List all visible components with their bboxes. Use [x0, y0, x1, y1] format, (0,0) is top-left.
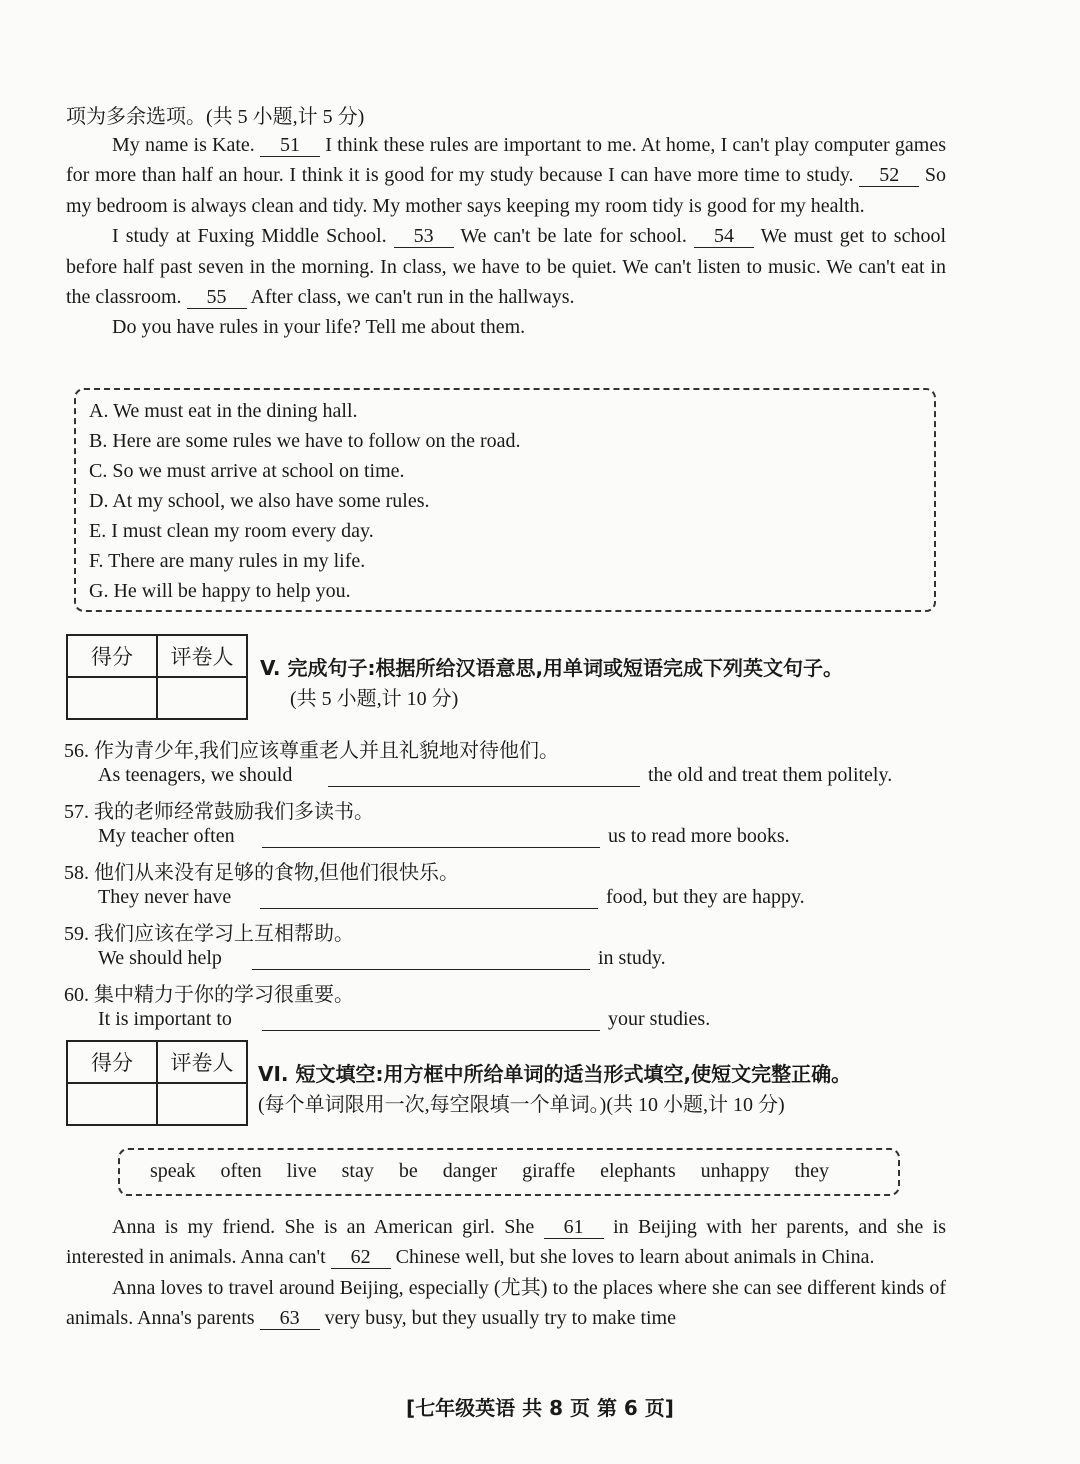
answer-57-line[interactable] [262, 847, 600, 848]
passage-2-para-1: Anna is my friend. She is an American girl. She 61 in Beijing with her parents, and she is interested in animals. Anna can't 62 Chinese well, but she loves to learn about animals in China. [66, 1216, 947, 1269]
answer-59-line[interactable] [252, 969, 590, 970]
answer-60-line[interactable] [262, 1030, 600, 1031]
word-bank-item: they [794, 1160, 829, 1182]
score-label: 得分 [67, 1041, 157, 1083]
question-60-cn: 60. 集中精力于你的学习很重要。 [64, 984, 354, 1006]
word-bank-item: often [220, 1160, 262, 1182]
score-label: 得分 [67, 635, 157, 677]
grader-label: 评卷人 [157, 635, 247, 677]
option-a: A. We must eat in the dining hall. [89, 400, 358, 422]
question-57-cn: 57. 我的老师经常鼓励我们多读书。 [64, 801, 374, 823]
option-b: B. Here are some rules we have to follow on the road. [89, 430, 521, 452]
question-56-after: the old and treat them politely. [648, 764, 893, 786]
blank-51[interactable]: 51 [260, 134, 320, 157]
word-bank-item: unhappy [700, 1160, 770, 1182]
section-6-title: VI. 短文填空:用方框中所给单词的适当形式填空,使短文完整正确。 [258, 1062, 852, 1086]
question-60-after: your studies. [608, 1008, 711, 1030]
page-footer: [七年级英语 共 8 页 第 6 页] [406, 1396, 674, 1420]
word-bank-item: elephants [600, 1160, 676, 1182]
score-table-6 [66, 1040, 248, 1126]
section-6-subtitle: (每个单词限用一次,每空限填一个单词。)(共 10 小题,计 10 分) [258, 1094, 785, 1116]
option-g: G. He will be happy to help you. [89, 580, 351, 602]
blank-54[interactable]: 54 [694, 225, 754, 248]
score-table-5 [66, 634, 248, 720]
grader-cell[interactable] [157, 1083, 247, 1125]
section-5-subtitle: (共 5 小题,计 10 分) [290, 688, 459, 710]
passage-2-para-2: Anna loves to travel around Beijing, especially (尤其) to the places where she can see different kinds of animals. Anna's parents 63 very busy, but they usually try to make time [66, 1276, 946, 1330]
question-57-before: My teacher often [98, 825, 235, 847]
passage-1-para-1: My name is Kate. 51 I think these rules are important to me. At home, I can't play computer games for more than half an hour. I think it is good for my study because I can have more time to study. 52 So my bedroom is always clean and tidy. My mother says keeping my room tidy is good for my health. [66, 134, 947, 217]
blank-61[interactable]: 61 [544, 1216, 604, 1239]
word-bank-item: danger [442, 1160, 498, 1182]
question-56-cn: 56. 作为青少年,我们应该尊重老人并且礼貌地对待他们。 [64, 740, 559, 762]
word-bank-item: giraffe [522, 1160, 576, 1182]
section-5-title: V. 完成句子:根据所给汉语意思,用单词或短语完成下列英文句子。 [260, 656, 844, 680]
passage-1-para-3: Do you have rules in your life? Tell me about them. [112, 316, 526, 339]
blank-55[interactable]: 55 [187, 286, 247, 309]
word-bank-item: speak [150, 1160, 196, 1182]
answer-56-line[interactable] [328, 786, 640, 787]
score-cell[interactable] [67, 677, 157, 719]
question-58-after: food, but they are happy. [606, 886, 805, 908]
word-bank-item: be [398, 1160, 418, 1182]
word-bank-item: live [286, 1160, 317, 1182]
question-59-cn: 59. 我们应该在学习上互相帮助。 [64, 923, 354, 945]
question-56-before: As teenagers, we should [98, 764, 293, 786]
word-bank-item: stay [341, 1160, 374, 1182]
blank-52[interactable]: 52 [859, 164, 919, 187]
option-c: C. So we must arrive at school on time. [89, 460, 405, 482]
blank-53[interactable]: 53 [394, 225, 454, 248]
score-cell[interactable] [67, 1083, 157, 1125]
question-58-before: They never have [98, 886, 232, 908]
blank-63[interactable]: 63 [260, 1307, 320, 1330]
option-f: F. There are many rules in my life. [89, 550, 366, 572]
question-59-before: We should help [98, 947, 222, 969]
passage-2 [66, 1212, 946, 1334]
section-header-tail: 项为多余选项。(共 5 小题,计 5 分) [66, 106, 365, 128]
question-58-cn: 58. 他们从来没有足够的食物,但他们很快乐。 [64, 862, 459, 884]
passage-1 [66, 130, 946, 343]
answer-58-line[interactable] [260, 908, 598, 909]
question-57-after: us to read more books. [608, 825, 790, 847]
option-d: D. At my school, we also have some rules. [89, 490, 430, 512]
passage-1-para-2: I study at Fuxing Middle School. 53 We can't be late for school. 54 We must get to school before half past seven in the morning. In class, we have to be quiet. We can't listen to music. We can't eat in the classroom. 55 After class, we can't run in the hallways. [66, 225, 947, 309]
grader-cell[interactable] [157, 677, 247, 719]
blank-62[interactable]: 62 [331, 1246, 391, 1269]
question-59-after: in study. [598, 947, 666, 969]
word-bank [150, 1160, 849, 1183]
option-e: E. I must clean my room every day. [89, 520, 374, 542]
grader-label: 评卷人 [157, 1041, 247, 1083]
question-60-before: It is important to [98, 1008, 232, 1030]
